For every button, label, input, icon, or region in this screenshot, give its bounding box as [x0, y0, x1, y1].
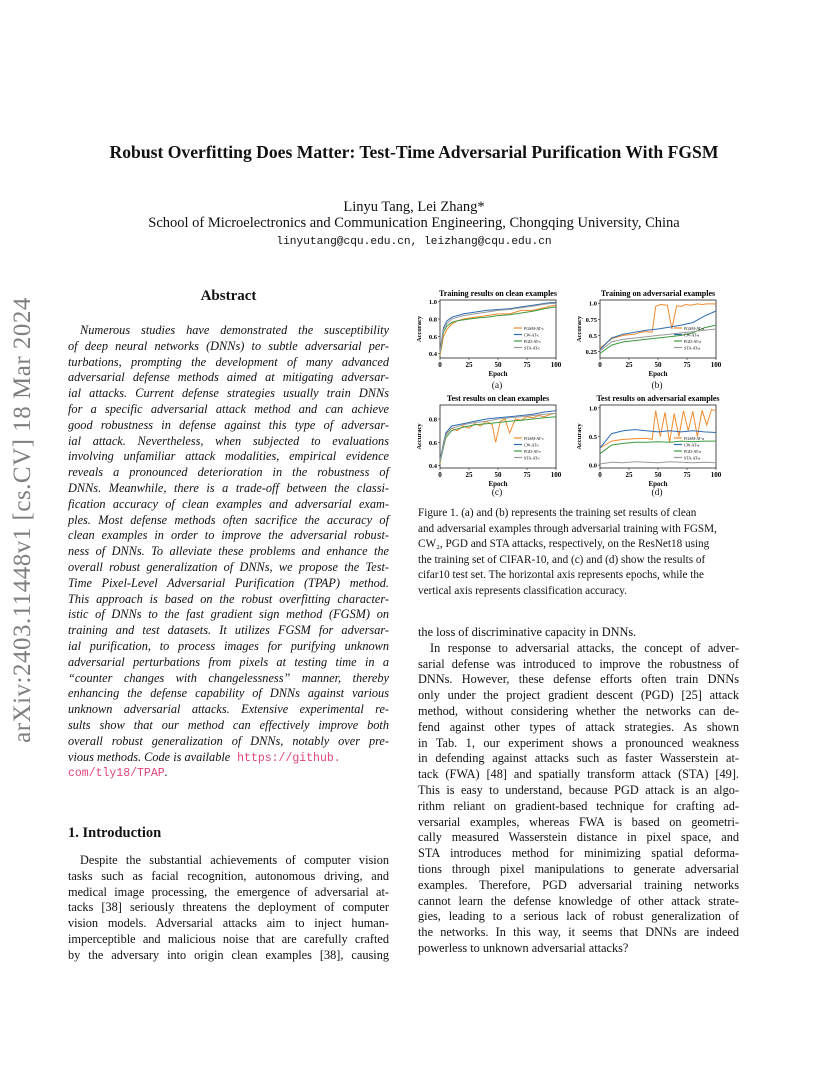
series-line-sta-at-a	[600, 462, 716, 464]
abstract-line: vious methods. Code is available https://github.	[68, 749, 341, 765]
abstract-line: of deep neural networks (DNNs) to subtle adversarial per-	[68, 338, 389, 353]
y-axis-label: Accuracy	[416, 315, 423, 343]
x-axis-label: Epoch	[488, 370, 508, 378]
paper-title: Robust Overfitting Does Matter: Test-Time Adversarial Purification With FGSM	[109, 142, 719, 162]
abstract-line	[68, 765, 389, 781]
y-tick-label: 0.8	[428, 416, 437, 424]
y-tick-label: 1.0	[588, 300, 597, 308]
x-tick-label: 50	[494, 361, 502, 369]
x-tick-label: 75	[523, 471, 531, 479]
legend-label: FGSM-AT-a	[684, 326, 704, 331]
body-line: tack (FWA) [48] and spatially transform attack (STA) [49].	[418, 767, 739, 782]
y-tick-label: 0.5	[588, 434, 597, 441]
x-tick-label: 0	[438, 471, 442, 479]
abstract-line: unknown adversarial attacks. Extensive experimental re-	[68, 702, 389, 717]
caption-line: CW₂, PGD and STA attacks, respectively, on the ResNet18 using	[418, 538, 710, 551]
abstract-line: Numerous studies have demonstrated the susceptibility	[80, 323, 389, 337]
y-tick-label: 0.6	[428, 333, 437, 341]
subfigure-label-b: (b)	[651, 381, 663, 391]
body-line: examples. Therefore, PGD adversarial training networks	[418, 877, 739, 892]
abstract-line: good robustness in defense against this type of adversar-	[68, 417, 389, 432]
chart-b	[572, 288, 722, 378]
abstract-line: training and test datasets. It utilizes FGSM for adversar-	[68, 623, 389, 638]
subfigure-label-c: (c)	[491, 488, 503, 498]
section-heading-introduction: 1. Introduction	[68, 825, 162, 841]
abstract-line: adversarial defense methods aimed at mitigating adversar-	[68, 370, 389, 385]
caption-line: vertical axis represents classification accuracy.	[418, 584, 627, 597]
y-axis-label: Accuracy	[576, 423, 583, 450]
x-axis-label: Epoch	[648, 370, 668, 378]
x-tick-label: 0	[598, 471, 602, 479]
abstract-line: sults show that our method can effectively improve both	[68, 717, 389, 732]
x-tick-label: 25	[465, 361, 473, 369]
legend-label: STA-AT-a	[684, 455, 701, 461]
code-link-continued[interactable]: com/tly18/TPAP	[68, 767, 165, 781]
legend-label: PGD-AT-c	[524, 449, 541, 454]
x-tick-label: 100	[710, 471, 722, 479]
body-line: method, without considering whether the networks can de-	[418, 703, 739, 718]
abstract-line: clean examples in order to improve the adversarial robust-	[68, 528, 389, 543]
x-tick-label: 100	[710, 361, 722, 369]
x-tick-label: 0	[598, 361, 602, 369]
authors: Linyu Tang, Lei Zhang*	[343, 199, 485, 215]
intro-line: imperceptible and malicious noise that are carefully crafted	[68, 931, 389, 946]
abstract-body	[68, 323, 389, 781]
legend-label: PGD-AT-a	[684, 449, 701, 454]
body-line: STA introduces method for minimizing spatial deforma-	[418, 846, 739, 861]
abstract-line: ples. Most defense methods often sacrifice the accuracy of	[68, 512, 389, 527]
body-line: gies, leading to a serious lack of robust generalization of	[418, 909, 739, 924]
x-tick-label: 75	[683, 471, 691, 479]
abstract-line: istic of DNNs to the fast gradient sign method (FGSM) on	[68, 607, 389, 622]
subfigure-label-a: (a)	[491, 381, 503, 391]
y-axis-label: Accuracy	[576, 315, 583, 343]
caption-line: and adversarial examples through adversarial training with FGSM,	[418, 522, 717, 535]
legend-label: CW-AT-a	[684, 442, 700, 448]
intro-line: tasks such as facial recognition, autonomous driving, and	[68, 868, 389, 883]
chart-a	[412, 288, 562, 378]
legend-label: PGD-AT-a	[684, 339, 701, 344]
chart-title: Training on adversarial examples	[600, 289, 716, 298]
affiliation: School of Microelectronics and Communication Engineering, Chongqing University, China	[148, 215, 680, 231]
intro-line: tacks [38] seriously threatens the deployment of computer	[68, 900, 389, 915]
x-axis-label: Epoch	[488, 480, 508, 488]
x-tick-label: 50	[494, 471, 502, 479]
arxiv-stamp: arXiv:2403.11448v1 [cs.CV] 18 Mar 2024	[9, 297, 36, 743]
subfigure-label-d: (d)	[651, 488, 663, 498]
body-line: sarial defense was introduced to improve the robustness of	[418, 656, 739, 671]
y-tick-label: 0.5	[588, 332, 597, 340]
right-column-body	[418, 625, 739, 957]
emails: linyutang@cqu.edu.cn, leizhang@cqu.edu.cn	[276, 236, 552, 248]
y-tick-label: 0.25	[585, 349, 597, 357]
introduction-body	[68, 853, 389, 964]
body-line: the networks. In this way, it seems that DNNs are indeed	[418, 925, 739, 940]
body-line: tions through pixel manipulations to generate adversarial	[418, 861, 739, 876]
x-tick-label: 50	[654, 471, 662, 479]
caption-line: cifar10 test set. The horizontal axis represents epochs, while the	[418, 569, 704, 582]
abstract-line: ial attacks. Current defense strategies usually train DNNs	[68, 386, 389, 401]
legend-label: STA-AT-a	[684, 345, 701, 351]
x-tick-label: 75	[523, 361, 531, 369]
body-line: rithm reliant on gradient-based technique for crafting ad-	[418, 798, 739, 813]
x-tick-label: 25	[625, 471, 633, 479]
abstract-line: turbations, prompting the development of many advanced	[68, 354, 389, 369]
x-tick-label: 50	[654, 361, 662, 369]
y-tick-label: 0.0	[588, 462, 597, 470]
body-line: in defending against attacks such as faster Wasserstein at-	[418, 751, 739, 766]
abstract-line: “counter changes with changelessness” manner, thereby	[68, 670, 389, 685]
legend-label: CW-AT-a	[684, 332, 700, 338]
body-line: only under the project gradient descent (PGD) [25] attack	[418, 688, 739, 703]
abstract-line: overall robust generalization of DNNs, notably over pre-	[68, 733, 389, 748]
y-tick-label: 0.4	[428, 463, 437, 471]
x-tick-label: 0	[438, 361, 442, 369]
body-line: fend against other types of attack strategies. As shown	[418, 719, 739, 734]
abstract-line: ness of DNNs. To alleviate these problems and enhance the	[68, 544, 389, 559]
intro-line: Despite the substantial achievements of computer vision	[80, 853, 389, 867]
caption-line: the training set of CIFAR-10, and (c) and (d) show the results of	[418, 553, 706, 566]
abstract-line: involving unfamiliar attack modalities, empirical evidence	[68, 449, 389, 464]
y-tick-label: 1.0	[588, 405, 597, 413]
y-tick-label: 0.75	[585, 316, 597, 324]
chart-title: Test results on adversarial examples	[596, 394, 720, 403]
legend-label: FGSM-AT-a	[684, 436, 704, 441]
legend-label: STA-AT-c	[524, 345, 541, 351]
intro-line: vision models. Adversarial attacks aim to inject human-	[68, 916, 389, 931]
body-line: In response to adversarial attacks, the concept of adver-	[430, 640, 739, 655]
abstract-heading: Abstract	[200, 288, 257, 304]
x-tick-label: 100	[550, 471, 562, 479]
legend-label: PGD-AT-c	[524, 339, 541, 344]
legend-label: FGSM-AT-c	[524, 326, 544, 331]
chart-title: Training results on clean examples	[439, 289, 557, 298]
abstract-line: overall robust generalization of DNNs, we propose the Test-	[68, 559, 389, 574]
legend-label: STA-AT-c	[524, 455, 541, 461]
abstract-line: adversarial perturbations from pixels at testing time in a	[68, 654, 389, 669]
abstract-line: enhancing the defense capability of DNNs against various	[68, 686, 389, 701]
body-line: cally measured Wasserstein distance in pixel space, and	[418, 830, 739, 845]
legend-label: CW-AT-c	[524, 332, 540, 338]
x-tick-label: 25	[625, 361, 633, 369]
abstract-line: This approach is based on the robust overfitting character-	[68, 591, 389, 606]
abstract-line: ial attack. Nevertheless, when subjected to evaluations	[68, 433, 389, 448]
x-tick-label: 100	[550, 361, 562, 369]
body-line: the loss of discriminative capacity in DNNs.	[418, 625, 637, 639]
abstract-line: reveals a pronounced deterioration in the robustness of	[68, 465, 389, 480]
caption-line: Figure 1. (a) and (b) represents the training set results of clean	[418, 507, 697, 519]
figure-caption	[418, 506, 740, 600]
chart-title: Test results on clean examples	[446, 394, 550, 403]
abstract-line: for a specific adversarial attack method and can achieve	[68, 401, 389, 416]
intro-line: medical image processing, the emergence of adversarial at-	[68, 884, 389, 899]
x-tick-label: 75	[683, 361, 691, 369]
abstract-line: fication accuracy of clean examples and adversarial exam-	[68, 496, 389, 511]
body-line: DNNs. However, these defense efforts often train DNNs	[418, 672, 739, 687]
abstract-tail: .	[164, 765, 168, 780]
abstract-line: ial purification, to process images for purifying unknown	[68, 638, 389, 653]
body-line: in Tab. 1, our experiment shows a pronounced weakness	[418, 735, 739, 750]
abstract-line: DNNs. Meanwhile, there is a trade-off between the classi-	[68, 480, 389, 495]
y-tick-label: 0.4	[428, 351, 437, 359]
y-tick-label: 0.6	[428, 439, 437, 447]
y-axis-label: Accuracy	[416, 423, 423, 450]
intro-line: by the adversary into origin clean examples [38], causing	[68, 947, 389, 962]
x-axis-label: Epoch	[648, 480, 668, 488]
chart-c	[412, 393, 562, 488]
y-tick-label: 1.0	[428, 299, 437, 307]
legend-label: FGSM-AT-c	[524, 436, 544, 441]
legend-label: CW-AT-c	[524, 442, 540, 448]
x-tick-label: 25	[465, 471, 473, 479]
chart-d	[572, 393, 722, 488]
body-line: powerless to unknown adversarial attacks?	[418, 940, 629, 955]
abstract-line: Time Pixel-Level Adversarial Purification (TPAP) method.	[68, 575, 389, 590]
code-link[interactable]: https://github.	[230, 751, 341, 765]
y-tick-label: 0.8	[428, 316, 437, 324]
body-line: cannot learn the defense knowledge of other attack strate-	[418, 893, 739, 908]
body-line: versarial examples, whereas FWA is based on geometri-	[418, 814, 739, 829]
body-line: This is easy to understand, because PGD attack is an algo-	[418, 782, 739, 797]
